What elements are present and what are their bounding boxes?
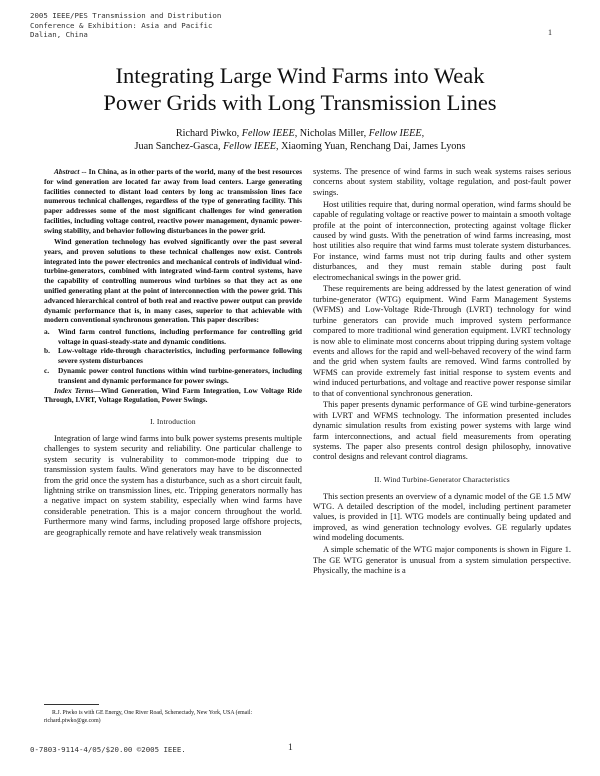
body-paragraph: systems. The presence of wind farms in such weak systems raises serious concerns about system stability, voltage regulation, and post-fault power swings. xyxy=(313,167,571,197)
footnote: R.J. Piwko is with GE Energy, One River Road, Schenectady, New York, USA (email: richard.piwko@ge.com) xyxy=(44,710,253,725)
conference-line-2: Conference & Exhibition: Asia and Pacific xyxy=(30,20,213,30)
author-line-2 xyxy=(0,140,600,153)
abstract-dash: -- xyxy=(79,167,89,176)
paper-title xyxy=(0,62,600,116)
list-text: Low-voltage ride-through characteristics, including performance following severe system disturbances xyxy=(58,346,302,366)
abstract-list xyxy=(44,327,302,386)
index-terms-text: —Wind Generation, Wind Farm Integration, Low Voltage Ride Through, LVRT, Voltage Regulation, Power Swings. xyxy=(44,385,302,405)
abstract-text: In China, as in other parts of the world, many of the best resources for wind generation are located far away from load centers. Large generating facilities connected to distant load centers by long ac transmission lines face numerous technical challenges, regardless of the type of generating facility. This paper addresses some of the most significant challenges for wind generation facilities, including voltage control, reactive power management, dynamic power-swing stability, and behavior following disturbances in the power grid. xyxy=(44,167,302,235)
conference-line-3: Dalian, China xyxy=(30,30,88,40)
left-column xyxy=(44,167,302,539)
section-heading-introduction: I. Introduction xyxy=(150,417,196,427)
list-item xyxy=(44,326,302,347)
page-number-bottom: 1 xyxy=(288,743,293,753)
body-paragraph: This section presents an overview of a dynamic model of the GE 1.5 MW WTG. A detailed description of the model, including pertinent parameter values, is provided in [1]. WTG models are continually being updated and improved, as wind generation technology evolves. GE regularly updates wind modeling documents. xyxy=(313,491,571,543)
section-heading-wtg: II. Wind Turbine-Generator Characteristics xyxy=(374,474,510,484)
abstract-paragraph-1 xyxy=(44,167,302,236)
intro-paragraph: Integration of large wind farms into bulk power systems presents multiple challenges to system security and reliability. One particular challenge to system security is vulnerability to common-mode tripping due to transmission system faults. Wind generators may have to be disconnected from the grid once the system has a disturbance, such as a short circuit fault, lightning strike on transmission lines, etc. Tripping generators normally has a negative impact on system stability, especially when wind farms have considerable penetration. This is a major concern throughout the world. Furthermore many wind farms, including proposed large offshore projects, are geographically remote and have relatively weak transmission xyxy=(44,433,302,537)
list-text: Dynamic power control functions within wind turbine-generators, including transient and dynamic performance for power swings. xyxy=(58,365,302,385)
copyright-line: 0-7803-9114-4/05/$20.00 ©2005 IEEE. xyxy=(30,745,186,754)
author-fellow: Fellow IEEE xyxy=(223,141,276,152)
conference-header xyxy=(30,11,221,40)
list-item xyxy=(44,365,302,386)
body-paragraph: Host utilities require that, during normal operation, wind farms should be capable of regulating voltage or reactive power to maintain a smooth voltage profile at the point of interconnection, protecting against voltage flicker caused by wind gusts. With the penetration of wind farms increasing, most host utilities also require that wind farms must tolerate system disturbances. For instance, wind farms must not trip during faults and other system disturbances, and they must remain stable during post fault electromechanical swings in the power grid. xyxy=(313,199,571,282)
conference-line-1: 2005 IEEE/PES Transmission and Distribution xyxy=(30,11,222,20)
title-line-1: Integrating Large Wind Farms into Weak xyxy=(115,63,485,88)
author-text: , Xiaoming Yuan, Renchang Dai, James Lyons xyxy=(275,141,466,152)
author-text: Juan Sanchez-Gasca, xyxy=(134,141,224,152)
list-item xyxy=(44,346,302,366)
author-fellow: Fellow IEEE, xyxy=(368,128,425,139)
index-terms-label: Index Terms xyxy=(54,385,94,395)
title-line-2: Power Grids with Long Transmission Lines xyxy=(103,90,497,115)
author-list xyxy=(0,127,600,153)
footnote-divider xyxy=(44,704,99,705)
author-line-1 xyxy=(0,127,600,140)
abstract-paragraph-2: Wind generation technology has evolved significantly over the past several years, and proven solutions to these technical challenges now exist. Controls integrated into the power electronics and mechanical controls of individual wind-turbine-generators, combined with integrated wind-farm control systems, have the capability of controlling numerous wind turbines so that they act as one unified generating plant at the point of interconnection with the power grid. This advanced hierarchical control of both real and reactive power output can provide dynamic performance that is, in many cases, superior to that achievable with modern conventional synchronous generation. This paper describes: xyxy=(44,237,302,325)
list-marker: c. xyxy=(44,365,50,375)
author-text: Richard Piwko, xyxy=(175,128,242,139)
body-paragraph: A simple schematic of the WTG major components is shown in Figure 1. The GE WTG generator is unusual from a system simulation perspective. Physically, the machine is a xyxy=(313,545,571,576)
right-column xyxy=(313,167,571,578)
abstract-label: Abstract xyxy=(54,167,80,176)
list-text: Wind farm control functions, including performance for controlling grid voltage in quasi-steady-state and dynamic conditions. xyxy=(58,326,302,346)
author-text: , Nicholas Miller, xyxy=(294,128,369,139)
body-paragraph: These requirements are being addressed by the latest generation of wind turbine-generator (WTG) equipment. Wind Farm Management Systems (WFMS) and Low-Voltage Ride-Through (LVRT) technology for wind turbine generators can provide much improved system performance compared to more traditional wind generation equipment. LVRT technology is now able to eliminate most concerns about tripping during system voltage events and allows for the rapid and well-behaved recovery of the wind farm and the grid when system faults are removed. Wind farms controlled by WFMS can provide extremely fast initial response to system events and wind induced perturbations, and voltage and reactive power response similar to that of conventional synchronous generation. xyxy=(313,284,571,398)
page-number-top: 1 xyxy=(548,28,552,37)
list-marker: a. xyxy=(44,326,50,336)
body-paragraph: This paper presents dynamic performance of GE wind turbine-generators with LVRT and WFMS technology. The information presented includes dynamic simulation results from existing power systems with large wind farm interconnections, and actual field measurements from operating systems. The paper also presents control design philosophy, innovative control designs and relevant control diagrams. xyxy=(313,400,571,462)
list-marker: b. xyxy=(44,346,50,356)
author-fellow: Fellow IEEE xyxy=(241,128,295,139)
index-terms xyxy=(44,386,302,406)
